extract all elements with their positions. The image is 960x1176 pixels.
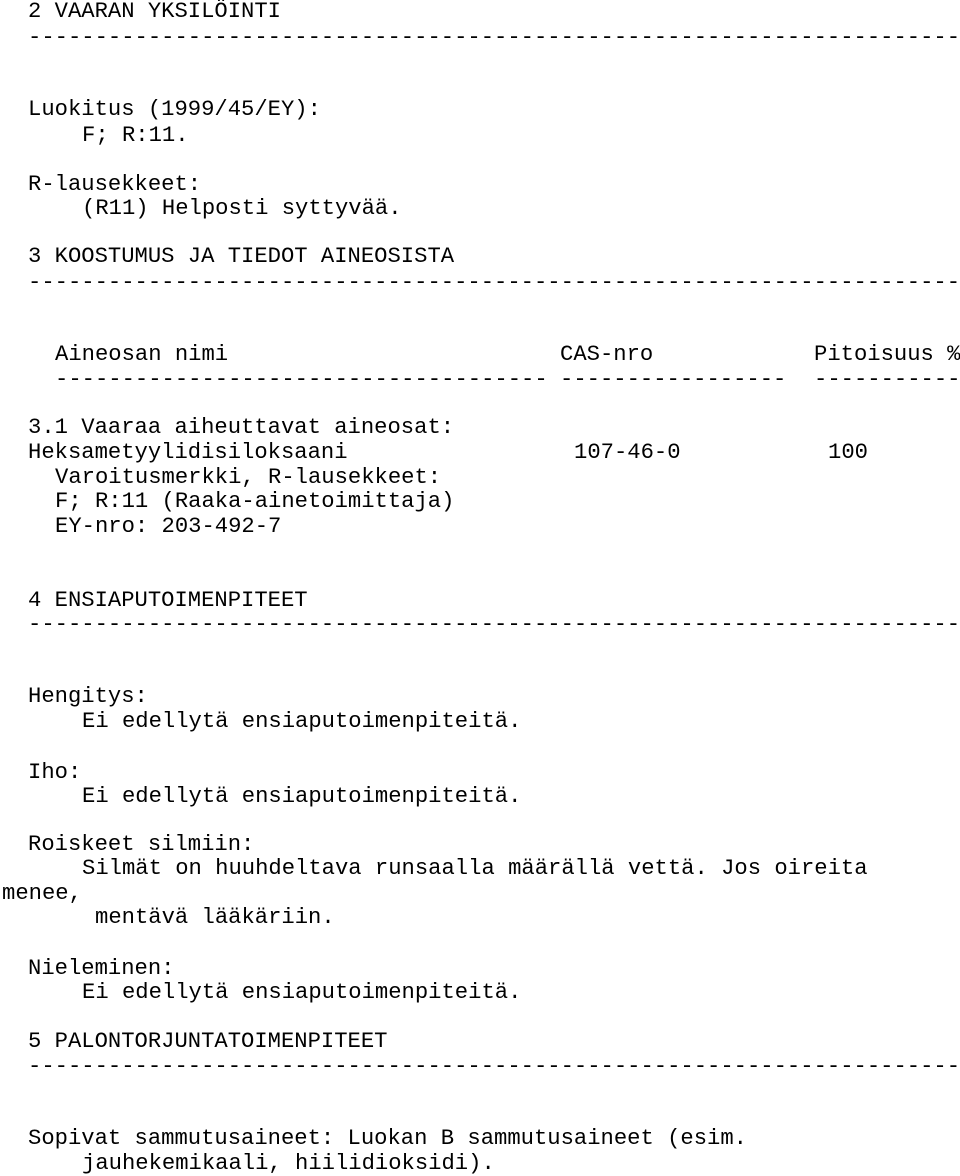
ingredient-concentration: 100 <box>828 440 868 465</box>
section3-heading: 3 KOOSTUMUS JA TIEDOT AINEOSISTA <box>28 244 455 269</box>
section5-heading: 5 PALONTORJUNTATOIMENPITEET <box>28 1029 388 1054</box>
section2-rule: ---------------------------------------------------------------------- <box>28 25 960 50</box>
inhalation-label: Hengitys: <box>28 684 148 709</box>
section3-subheading: 3.1 Vaaraa aiheuttavat aineosat: <box>28 415 455 440</box>
section4-heading: 4 ENSIAPUTOIMENPITEET <box>28 588 308 613</box>
section4-rule: ---------------------------------------------------------------------- <box>28 612 960 637</box>
extinguishing-line2: jauhekemikaali, hiilidioksidi). <box>82 1151 495 1176</box>
table-header-name: Aineosan nimi <box>55 342 229 367</box>
inhalation-value: Ei edellytä ensiaputoimenpiteitä. <box>82 709 522 734</box>
skin-label: Iho: <box>28 760 82 785</box>
ingredient-warning-value: F; R:11 (Raaka-ainetoimittaja) <box>55 489 455 514</box>
section2-heading: 2 VAARAN YKSILÖINTI <box>28 0 281 24</box>
r-phrases-label: R-lausekkeet: <box>28 172 202 197</box>
eyes-value-line3: mentävä lääkäriin. <box>95 905 335 930</box>
skin-value: Ei edellytä ensiaputoimenpiteitä. <box>82 784 522 809</box>
eyes-value-line2: menee, <box>2 881 82 906</box>
table-rule-cas: ----------------- <box>560 367 787 392</box>
extinguishing-line1: Sopivat sammutusaineet: Luokan B sammutusaineet (esim. <box>28 1126 747 1151</box>
eyes-value-line1: Silmät on huuhdeltava runsaalla määrällä vettä. Jos oireita <box>82 856 868 881</box>
table-rule-concentration: ----------- <box>814 367 960 392</box>
ingredient-ec-number: EY-nro: 203-492-7 <box>55 514 282 539</box>
ingestion-label: Nieleminen: <box>28 956 175 981</box>
section5-rule: ---------------------------------------------------------------------- <box>28 1054 960 1079</box>
eyes-label: Roiskeet silmiin: <box>28 832 255 857</box>
ingredient-cas: 107-46-0 <box>574 440 681 465</box>
table-header-concentration: Pitoisuus % <box>814 342 960 367</box>
table-rule-name: ------------------------------------- <box>55 367 548 392</box>
classification-value: F; R:11. <box>82 123 189 148</box>
r-phrases-value: (R11) Helposti syttyvää. <box>82 196 402 221</box>
table-header-cas: CAS-nro <box>560 342 654 367</box>
ingredient-name: Heksametyylidisiloksaani <box>28 440 348 465</box>
ingredient-warning-label: Varoitusmerkki, R-lausekkeet: <box>55 465 442 490</box>
ingestion-value: Ei edellytä ensiaputoimenpiteitä. <box>82 980 522 1005</box>
classification-label: Luokitus (1999/45/EY): <box>28 97 321 122</box>
section3-rule: ---------------------------------------------------------------------- <box>28 270 960 295</box>
